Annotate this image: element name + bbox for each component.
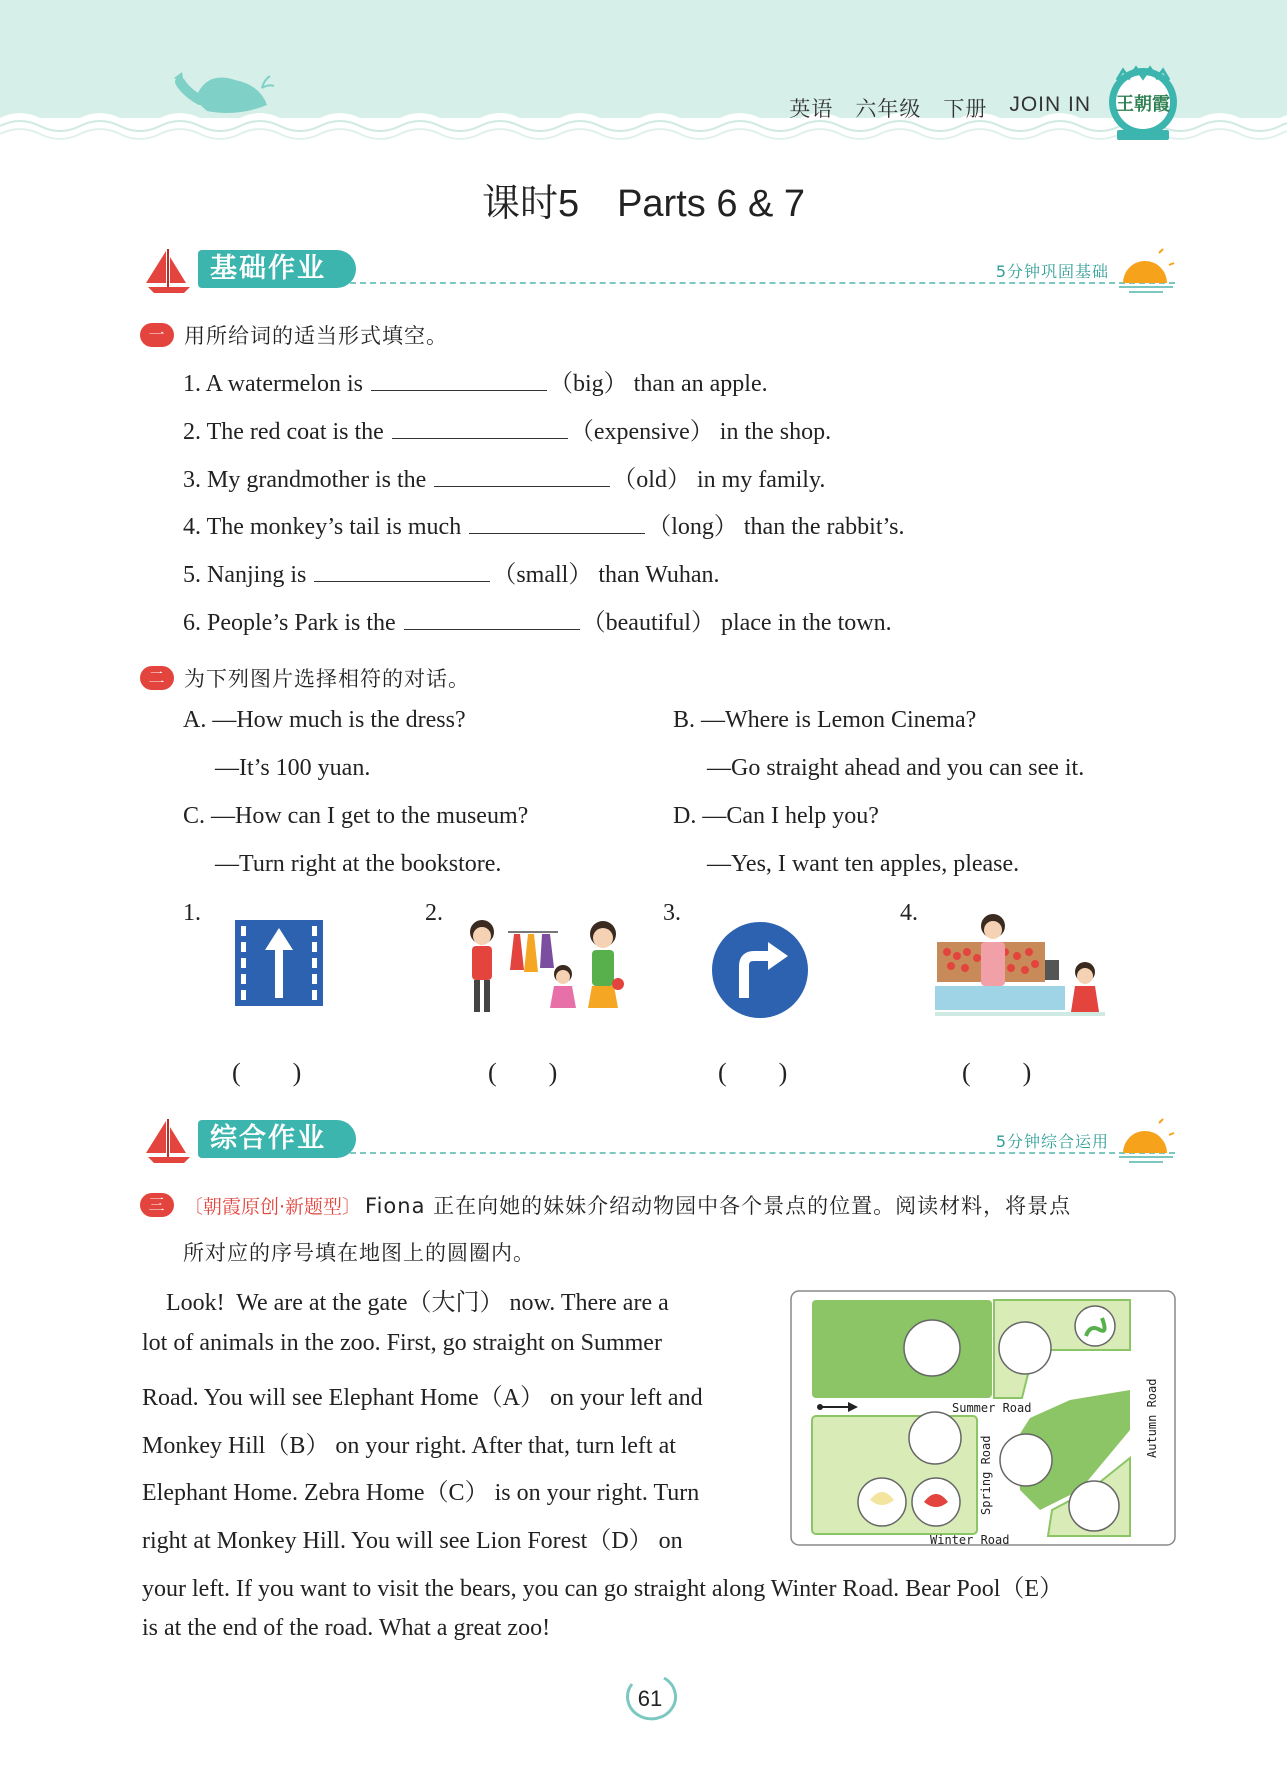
- question-1-heading: [140, 320, 448, 350]
- question-instruction: 所对应的序号填在地图上的圆圈内。: [183, 1241, 535, 1265]
- item-text-before: 5. Nanjing is: [183, 562, 313, 588]
- fill-item-2: [183, 411, 831, 446]
- section-divider: [350, 1152, 1175, 1154]
- option-b-line2: —Go straight ahead and you can see it.: [707, 755, 1085, 781]
- zoo-map: [790, 1290, 1176, 1546]
- question-instruction: 为下列图片选择相符的对话。: [184, 667, 470, 691]
- answer-blank[interactable]: [469, 510, 645, 534]
- passage-line-6: right at Monkey Hill. You will see Lion Forest（D） on: [142, 1528, 683, 1554]
- section-subtitle: 5分钟巩固基础: [995, 262, 1109, 281]
- page-number: 61: [637, 1686, 663, 1711]
- item-text-before: 2. The red coat is the: [183, 419, 390, 445]
- straight-ahead-sign-icon: [235, 920, 323, 1006]
- question-3-heading: [140, 1190, 1071, 1220]
- passage-line-4: Monkey Hill（B） on your right. After that, turn left at: [142, 1433, 676, 1459]
- option-d-line2: —Yes, I want ten apples, please.: [707, 851, 1020, 877]
- section-divider: [350, 282, 1175, 284]
- section-banner-comprehensive: [140, 1117, 1175, 1169]
- item-text-after: （long） than the rabbit’s.: [647, 514, 905, 540]
- autumn-road-label: Autumn Road: [1145, 1378, 1159, 1458]
- answer-circle[interactable]: [999, 1322, 1051, 1374]
- passage-line-1: Look! We are at the gate（大门） now. There are a: [142, 1290, 669, 1316]
- answer-circle[interactable]: [904, 1320, 960, 1376]
- volume-label: 下册: [943, 98, 988, 121]
- item-text-before: 4. The monkey’s tail is much: [183, 514, 468, 540]
- option-b-line1: B. —Where is Lemon Cinema?: [673, 707, 977, 733]
- picture-label-1: 1.: [183, 900, 201, 926]
- item-text-after: （expensive） in the shop.: [569, 419, 832, 445]
- sailboat-icon: [140, 247, 196, 295]
- option-c-line1: C. —How can I get to the museum?: [183, 803, 529, 829]
- fill-item-3: [183, 459, 825, 494]
- passage-line-8: is at the end of the road. What a great zoo!: [142, 1615, 551, 1641]
- item-text-before: 1. A watermelon is: [183, 371, 369, 397]
- series-label: JOIN IN: [1009, 93, 1091, 116]
- snake-icon: [1075, 1306, 1115, 1346]
- item-text-after: （big） than an apple.: [548, 371, 768, 397]
- sun-icon: [1117, 1117, 1175, 1167]
- question-3-instruction-cont: [183, 1237, 535, 1267]
- answer-blank[interactable]: [392, 415, 568, 439]
- summer-road-label: Summer Road: [952, 1401, 1032, 1415]
- question-instruction: Fiona 正在向她的妹妹介绍动物园中各个景点的位置。阅读材料，将景点: [365, 1194, 1072, 1218]
- question-number-badge: 一: [140, 323, 174, 347]
- answer-paren-2[interactable]: ( ): [488, 1058, 558, 1087]
- option-a-line2: —It’s 100 yuan.: [215, 755, 371, 781]
- clothes-shop-illustration: [458, 912, 628, 1022]
- answer-circle[interactable]: [909, 1412, 961, 1464]
- answer-circle[interactable]: [1069, 1481, 1119, 1531]
- section-subtitle: 5分钟综合运用: [995, 1132, 1109, 1151]
- sailboat-icon: [140, 1117, 196, 1165]
- fill-item-4: [183, 506, 905, 541]
- option-d-line1: D. —Can I help you?: [673, 803, 879, 829]
- publisher-logo: [1105, 62, 1181, 146]
- elephant-home-area: [812, 1300, 992, 1398]
- question-tag: 〔朝霞原创·新题型〕: [184, 1195, 362, 1218]
- item-text-after: （small） than Wuhan.: [492, 562, 720, 588]
- fill-item-6: [183, 602, 892, 637]
- option-a-line1: A. —How much is the dress?: [183, 707, 466, 733]
- picture-label-4: 4.: [900, 900, 918, 926]
- passage-line-2: lot of animals in the zoo. First, go straight on Summer: [142, 1330, 662, 1356]
- passage-line-7: your left. If you want to visit the bears, you can go straight along Winter Road. Bear Pool（E）: [142, 1576, 1064, 1602]
- section-label: 基础作业: [198, 250, 356, 288]
- logo-text: 王朝霞: [1116, 94, 1170, 115]
- question-2-heading: [140, 663, 470, 693]
- passage-line-3: Road. You will see Elephant Home（A） on your left and: [142, 1385, 703, 1411]
- section-banner-basic: [140, 247, 1175, 299]
- item-text-before: 6. People’s Park is the: [183, 610, 402, 636]
- question-number-badge: 三: [140, 1193, 174, 1217]
- picture-label-3: 3.: [663, 900, 681, 926]
- fruit-shop-illustration: [935, 912, 1105, 1030]
- item-text-after: （beautiful） place in the town.: [581, 610, 892, 636]
- winter-road-label: Winter Road: [930, 1533, 1010, 1546]
- answer-blank[interactable]: [404, 606, 580, 630]
- item-text-after: （old） in my family.: [612, 467, 826, 493]
- option-c-line2: —Turn right at the bookstore.: [215, 851, 502, 877]
- section-label: 综合作业: [198, 1120, 356, 1158]
- page-title: 课时5 Parts 6 & 7: [481, 183, 806, 225]
- header-meta: [789, 93, 1091, 123]
- spring-road-label: Spring Road: [979, 1435, 993, 1515]
- item-text-before: 3. My grandmother is the: [183, 467, 433, 493]
- page-number-badge: [620, 1672, 684, 1724]
- turn-right-sign-icon: [710, 920, 810, 1020]
- sun-icon: [1117, 247, 1175, 297]
- grade-label: 六年级: [855, 98, 922, 121]
- answer-paren-4[interactable]: ( ): [962, 1058, 1032, 1087]
- answer-circle[interactable]: [1000, 1434, 1052, 1486]
- answer-paren-1[interactable]: ( ): [232, 1058, 302, 1087]
- subject-label: 英语: [789, 98, 834, 121]
- header-band: [0, 0, 1287, 150]
- picture-label-2: 2.: [425, 900, 443, 926]
- answer-blank[interactable]: [371, 367, 547, 391]
- question-number-badge: 二: [140, 666, 174, 690]
- question-instruction: 用所给词的适当形式填空。: [184, 324, 448, 348]
- answer-paren-3[interactable]: ( ): [718, 1058, 788, 1087]
- answer-blank[interactable]: [434, 463, 610, 487]
- fill-item-1: [183, 363, 768, 398]
- answer-blank[interactable]: [314, 558, 490, 582]
- fill-item-5: [183, 554, 720, 589]
- passage-line-5: Elephant Home. Zebra Home（C） is on your right. Turn: [142, 1480, 700, 1506]
